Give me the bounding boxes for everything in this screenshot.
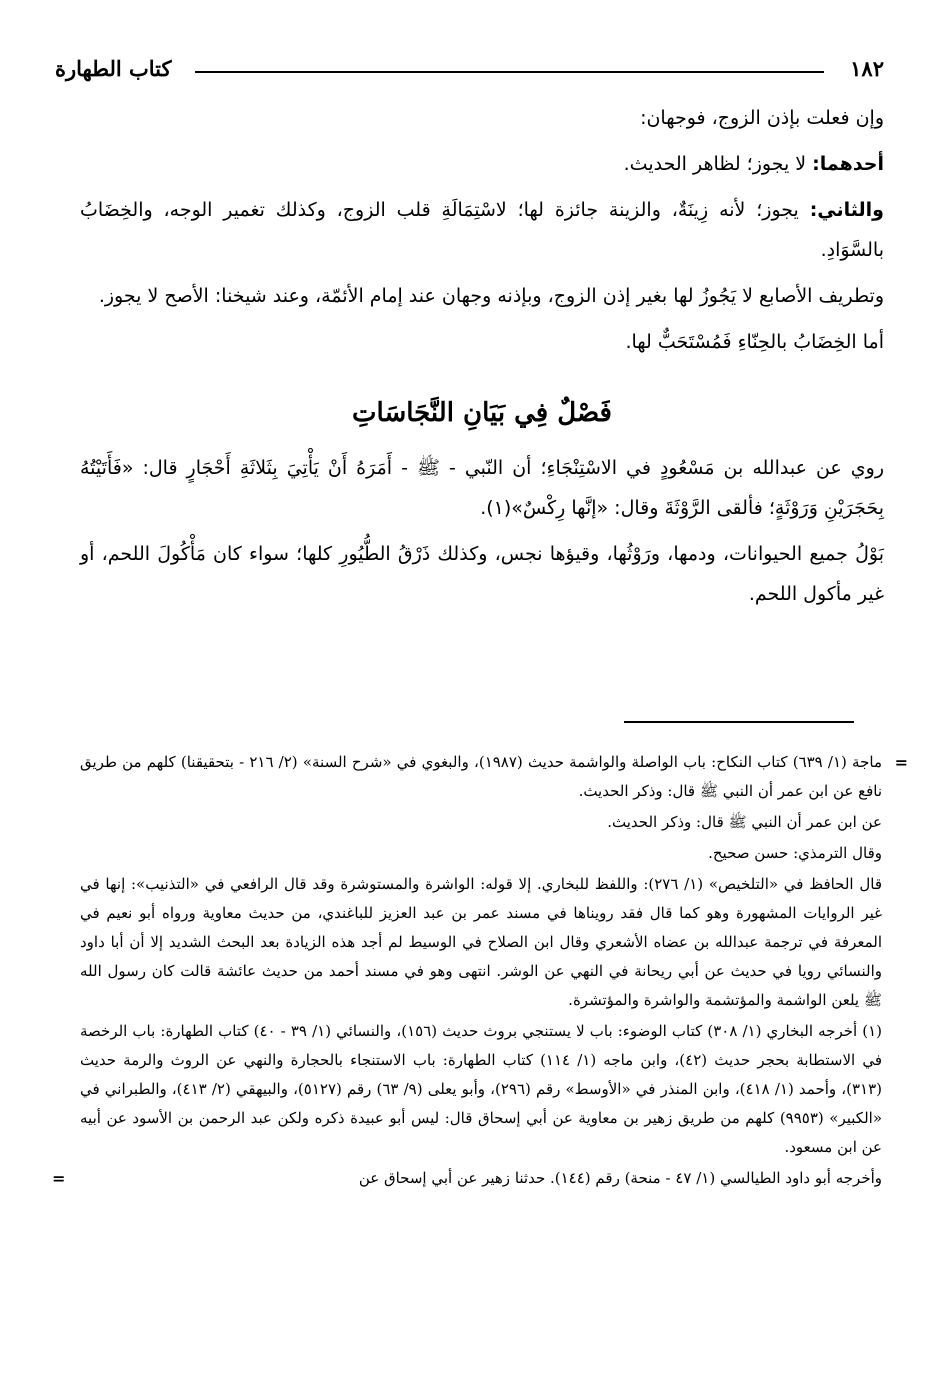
page-number: ١٨٢ bbox=[850, 56, 884, 81]
paragraph: بَوْلُ جميع الحيوانات، ودمها، ورَوْثُها، وقيؤها نجس، وكذلك ذَرْقُ الطُّيُورِ كلها؛ سواء كان مَأْكُولَ اللحم، أو غير مأكول اللحم. bbox=[80, 543, 884, 605]
book-title: كتاب الطهارة bbox=[55, 56, 172, 81]
footnote-text: وأخرجه أبو داود الطيالسي (١/ ٤٧ - منحة) رقم (١٤٤). حدثنا زهير عن أبي إسحاق عن bbox=[358, 1169, 882, 1187]
footnote-text: ماجة (١/ ٦٣٩) كتاب النكاح: باب الواصلة والواشمة حديث (١٩٨٧)، والبغوي في «شرح السنة» (٢/ ٢١٦ - بتحقيقنا) كلهم من طريق نافع عن ابن عمر أن النبي ﷺ قال: وذكر الحديث. bbox=[80, 753, 882, 800]
main-text bbox=[80, 98, 884, 620]
paragraph-label: أحدهما: bbox=[812, 153, 884, 175]
paragraph: أما الخِضَابُ بالحِنّاءِ فَمُسْتَحَبٌّ لها. bbox=[625, 331, 884, 353]
footnote-separator bbox=[624, 721, 854, 723]
section-heading: فَصْلٌ فِي بَيَانِ النَّجَاسَاتِ bbox=[352, 398, 612, 428]
paragraph: وإن فعلت بإذن الزوج، فوجهان: bbox=[640, 107, 884, 129]
paragraph: روي عن عبدالله بن مَسْعُودٍ في الاسْتِنْجَاءِ؛ أن النّبي - ﷺ - أَمَرَهُ أَنْ يَأْتِيَ بِثَلاثَةِ أَحْجَارٍ قال: «فَأَتَيْتُهُ بِحَجَرَيْنِ وَرَوْثَةٍ؛ فألقى الرَّوْثَةَ وقال: «إنَّها رِكْسٌ»(١). bbox=[80, 457, 884, 519]
paragraph-text: يجوز؛ لأنه زِينَةٌ، والزينة جائزة لها؛ لاسْتِمَالَةِ قلب الزوج، وكذلك تغمير الوجه، والخِضَابُ بالسَّوَادِ. bbox=[80, 199, 884, 261]
footnote-continued bbox=[52, 1164, 882, 1193]
footnote-text: عن ابن عمر أن النبي ﷺ قال: وذكر الحديث. bbox=[607, 813, 882, 831]
footnotes bbox=[52, 748, 908, 1195]
paragraph-label: والثاني: bbox=[809, 199, 884, 221]
continuation-mark: = bbox=[894, 753, 908, 772]
footnote-text: وقال الترمذي: حسن صحيح. bbox=[708, 844, 882, 862]
footnote-continuation bbox=[80, 748, 908, 806]
paragraph: وتطريف الأصابع لا يَجُوزُ لها بغير إذن الزوج، وبإذنه وجهان عند إمام الأئمّة، وعند شيخنا: الأصح لا يجوز. bbox=[98, 285, 884, 307]
running-header bbox=[55, 56, 884, 90]
header-rule bbox=[195, 71, 824, 73]
paragraph-text: لا يجوز؛ لظاهر الحديث. bbox=[623, 153, 813, 175]
footnote-text: قال الحافظ في «التلخيص» (١/ ٢٧٦): واللفظ للبخاري. إلا قوله: الواشرة والمستوشرة وقد قال الرافعي في «التذنيب»: إنها في غير الروايات المشهورة وهو كما قال فقد رويناها في مسند عمر بن عبد العزيز للباغندي، من حديث معاوية ورواه أبو نعيم في المعرفة في ترجمة عبدالله بن عضاه الأشعري وقال ابن الصلاح في الوسيط لم أجد هذه الزيادة بعد البحث الشديد إلا أن أبا داود والنسائي رويا في حديث عن أبي ريحانة في النهي عن الوشر. انتهى وهو في مسند أحمد من حديث عائشة قالت كان رسول الله ﷺ يلعن الواشمة والمؤتشمة والواشرة والمؤتشرة. bbox=[80, 875, 882, 1009]
continuation-mark: = bbox=[52, 1169, 66, 1188]
paragraph bbox=[80, 144, 884, 184]
footnote-1: (١) أخرجه البخاري (١/ ٣٠٨) كتاب الوضوء: باب لا يستنجي بروث حديث (١٥٦)، والنسائي (١/ ٣٩ - ٤٠) كتاب الطهارة: باب الرخصة في الاستطابة بحجر حديث (٤٢)، وابن ماجه (١/ ١١٤) كتاب الطهارة: باب الاستنجاء بالحجارة والنهي عن الروث والرمة حديث (٣١٣)، وأحمد (١/ ٤١٨)، وابن المنذر في «الأوسط» رقم (٢٩٦)، وأبو يعلى (٩/ ٦٣) رقم (٥١٢٧)، والبيهقي (٢/ ٤١٣)، والطبراني في «الكبير» (٩٩٥٣) كلهم من طريق زهير بن معاوية عن أبي إسحاق قال: ليس أبو عبيدة ذكره ولكن عبد الرحمن بن الأسود عن أبيه عن ابن مسعود. bbox=[80, 1022, 883, 1156]
paragraph bbox=[80, 190, 884, 270]
